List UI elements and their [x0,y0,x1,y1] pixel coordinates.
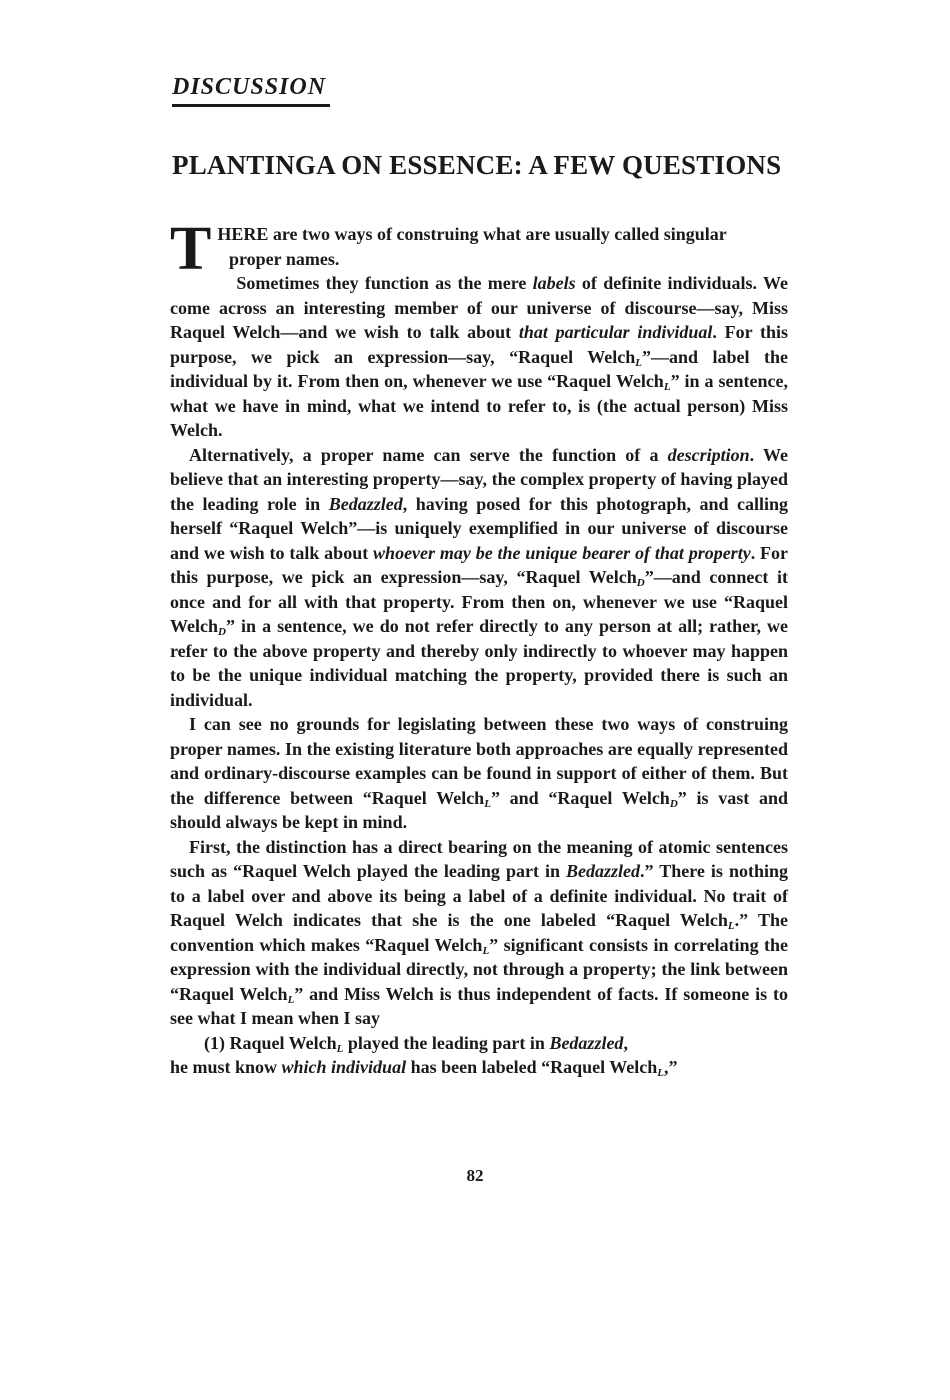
text-run: ” is vast and should always be kept in mind. [170,787,788,832]
text-run: .” There is nothing to a label over and above its being a label of a definite individual. No trait of Raquel Welch indicates that she is the one labeled “Raquel Welch [170,861,788,930]
text-run: Alternatively, a proper name can serve the function of a [189,444,668,465]
p1-line1: HERE are two ways of construing what are usually called singular [217,224,727,244]
subscript-l: L [657,1067,665,1079]
example-sentence-1 [170,1031,788,1056]
text-run: of definite individuals. We come across an interesting member of our universe of discourse—say, Miss Raquel Welch—and we wish to talk about [170,273,788,342]
italic-run: Bedazzled [549,1032,624,1053]
text-run: .” The convention which makes “Raquel Welch [170,910,788,955]
subscript-l: L [336,1042,344,1055]
subscript-l: L [484,797,491,810]
italic-run: whoever may be the unique bearer of that property [373,542,751,563]
paragraph-3 [170,443,788,713]
article-title: PLANTINGA ON ESSENCE: A FEW QUESTIONS [172,150,782,180]
article-body [170,215,789,1080]
paragraph-continuation [170,1055,788,1080]
text-run: ”—and connect it once and for all with that property. From then on, whenever we use “Raquel Welch [170,567,789,636]
subscript-d: D [669,797,678,810]
text-run: ” and “Raquel Welch [490,787,670,808]
text-run: he must know [170,1057,282,1077]
header-rule [172,104,330,107]
text-run: played the leading part in [343,1032,550,1053]
text-run: ,” [664,1057,678,1077]
text-run: ” and Miss Welch is thus independent of facts. If someone is to see what I mean when I say [170,983,788,1028]
text-run: (1) Raquel Welch [204,1032,337,1053]
drop-cap: T [170,215,212,283]
text-run: , [623,1032,628,1053]
subscript-l: L [287,993,295,1006]
text-run: ” in a sentence, what we have in mind, what we intend to refer to, is (the actual person) Miss Welch. [170,371,788,440]
paragraph-2 [170,271,788,443]
italic-run: Bedazzled [566,861,641,881]
subscript-l: L [727,920,735,932]
subscript-l: L [635,356,643,369]
text-run: . We believe that an interesting property—say, the complex property of having played the leading role in [170,444,789,514]
text-run: ” in a sentence, we do not refer directly to any person at all; rather, we refer to the above property and thereby only indirectly to whoever may happen to be the unique individual matching the property, provided there is such an individual. [170,616,788,710]
italic-run: which individual [281,1057,407,1077]
text-run: ”—and label the individual by it. From then on, whenever we use “Raquel Welch [170,346,788,391]
italic-run: description [667,444,750,465]
section-header: DISCUSSION [172,74,327,100]
text-run: ” significant consists in correlating the expression with the individual directly, not through a property; the link between “Raquel Welch [170,934,788,1004]
italic-run: that particular individual [518,322,713,342]
subscript-d: D [636,577,645,589]
italic-run: labels [532,273,576,293]
p1-line2: proper names. [229,248,340,269]
italic-run: Bedazzled [328,493,403,514]
text-run: , having posed for this photograph, and calling herself “Raquel Welch”—is uniquely exemplified in our universe of discourse and we wish to talk about [170,493,788,563]
text-run: Sometimes they function as the mere [236,273,533,293]
text-run: . For this purpose, we pick an expression—say, “Raquel Welch [170,322,789,367]
text-run: I can see no grounds for legislating between these two ways of construing proper names. In the existing literature both approaches are equally represented and ordinary-discourse examples can be found in support of either of them. But the difference between “Raquel Welch [170,714,788,808]
text-run: . For this purpose, we pick an expression—say, “Raquel Welch [170,542,789,587]
subscript-d: D [218,626,226,638]
subscript-l: L [663,381,671,393]
paragraph-4 [170,712,788,835]
paragraph-5 [170,835,788,1031]
text-run: has been labeled “Raquel Welch [406,1057,658,1077]
page-number: 82 [466,1166,484,1185]
subscript-l: L [482,944,490,957]
text-run: First, the distinction has a direct bearing on the meaning of atomic sentences such as “Raquel Welch played the leading part in [170,836,788,881]
